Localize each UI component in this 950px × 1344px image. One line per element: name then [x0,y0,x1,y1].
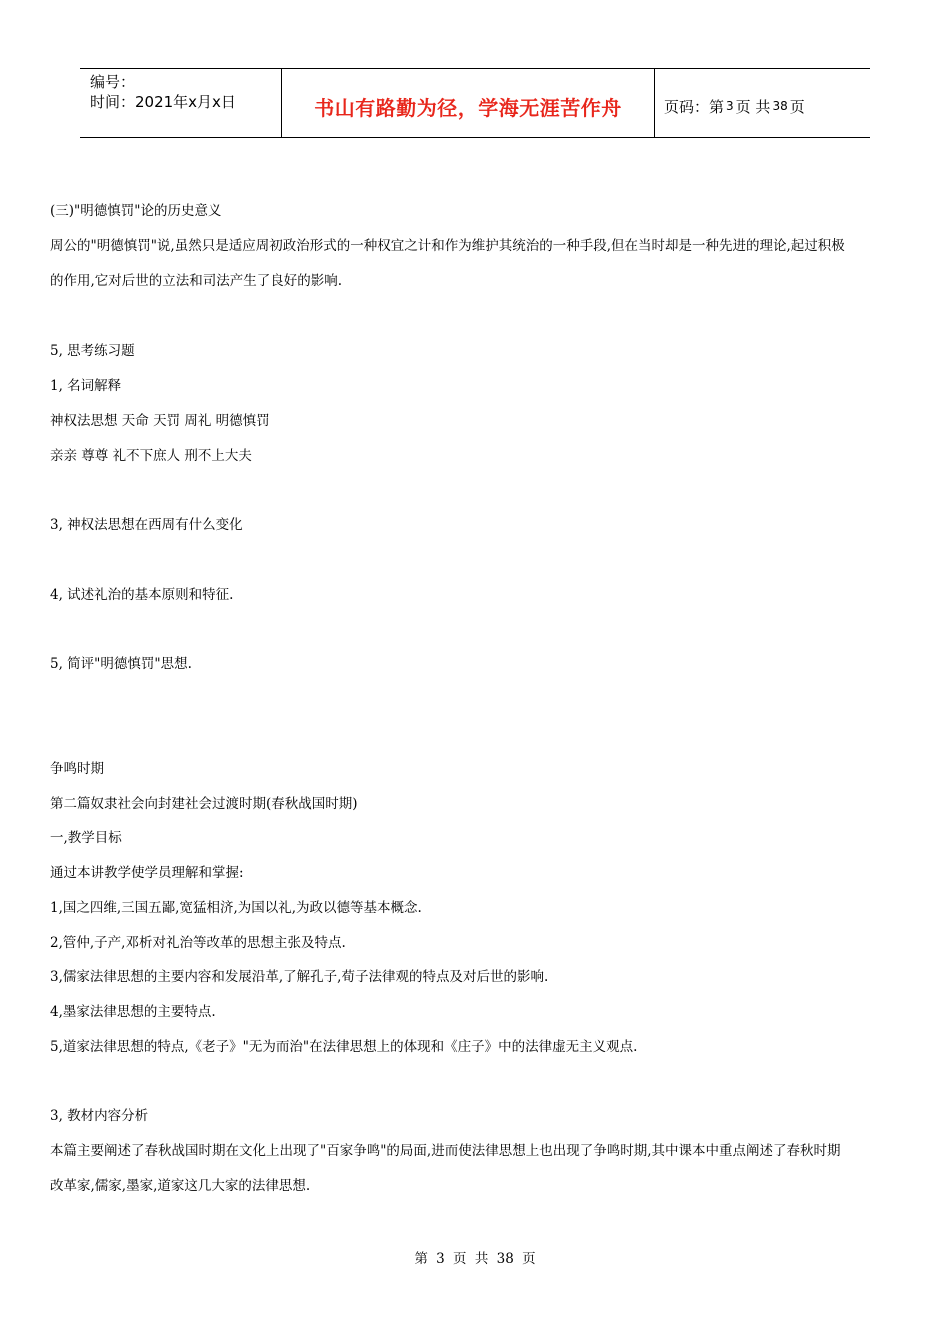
paragraph-line: 的作用,它对后世的立法和司法产生了良好的影响. [50,273,343,289]
list-item: 1,国之四维,三国五鄙,宽猛相济,为国以礼,为政以德等基本概念. [50,900,422,916]
paragraph-line: 改革家,儒家,墨家,道家这几大家的法律思想. [50,1178,311,1194]
paragraph-line: 周公的"明德慎罚"说,虽然只是适应周初政治形式的一种权宜之计和作为维护其统治的一种手段,但在当时却是一种先进的理论,起过积极 [50,238,845,254]
header-meta [80,69,281,137]
page-current: 3 [726,99,734,113]
section-heading: 第二篇奴隶社会向封建社会过渡时期(春秋战国时期) [50,796,358,812]
page-mid: 页 共 [735,97,771,116]
header-motto: 书山有路勤为径，学海无涯苦作舟 [281,69,655,137]
id-label: 编号： [90,73,136,91]
list-item: 3,儒家法律思想的主要内容和发展沿革,了解孔子,荀子法律观的特点及对后世的影响. [50,969,549,985]
header-page-number [655,69,870,137]
page-total: 38 [772,99,788,113]
list-item: 1, 名词解释 [50,378,122,394]
section-heading: 一,教学目标 [50,830,122,846]
section-heading: (三)"明德慎罚"论的历史意义 [50,203,222,219]
page-header [80,68,870,138]
page-footer: 第 3 页 共 38 页 [414,1251,536,1267]
list-item: 4, 试述礼治的基本原则和特征. [50,587,234,603]
time-label: 时间：2021年x月x日 [90,93,236,111]
paragraph-line: 通过本讲教学使学员理解和掌握: [50,865,244,881]
paragraph-line: 本篇主要阐述了春秋战国时期在文化上出现了"百家争鸣"的局面,进而使法律思想上也出现了争鸣时期,其中课本中重点阐述了春秋时期 [50,1143,841,1159]
list-item: 3, 神权法思想在西周有什么变化 [50,517,243,533]
list-item: 5, 简评"明德慎罚"思想. [50,656,192,672]
list-item: 4,墨家法律思想的主要特点. [50,1004,216,1020]
term-list: 亲亲 尊尊 礼不下庶人 刑不上大夫 [50,448,252,464]
list-item: 2,管仲,子产,邓析对礼治等改革的思想主张及特点. [50,935,346,951]
term-list: 神权法思想 天命 天罚 周礼 明德慎罚 [50,413,270,429]
page-suffix: 页 [789,97,805,116]
page-prefix: 页码：第 [664,97,725,116]
section-heading: 5, 思考练习题 [50,343,135,359]
section-heading: 3, 教材内容分析 [50,1108,149,1124]
section-heading: 争鸣时期 [50,761,104,777]
list-item: 5,道家法律思想的特点,《老子》"无为而治"在法律思想上的体现和《庄子》中的法律虚无主义观点. [50,1039,638,1055]
